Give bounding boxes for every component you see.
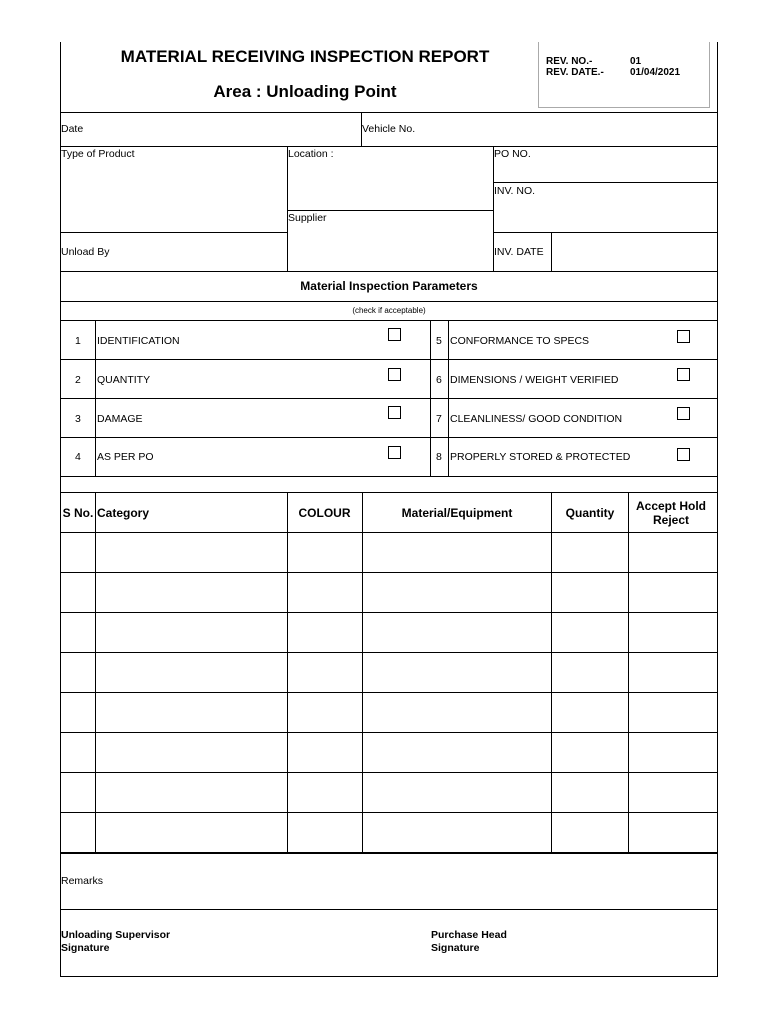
param-label-1: IDENTIFICATION: [97, 335, 180, 347]
col-header-accept-hold-reject: Accept Hold Reject: [635, 499, 706, 527]
param-checkbox-4[interactable]: [388, 446, 401, 459]
table-row[interactable]: [61, 733, 717, 772]
param-checkbox-1[interactable]: [388, 328, 401, 341]
purchase-head-signature-label: Signature: [431, 942, 480, 954]
inv-no-label: INV. NO.: [494, 185, 536, 197]
divider-table-top: [60, 492, 718, 493]
table-row[interactable]: [61, 533, 717, 572]
param-checkbox-2[interactable]: [388, 368, 401, 381]
rev-date-label: REV. DATE.-: [546, 67, 604, 78]
table-row[interactable]: [61, 653, 717, 692]
divider-location-left: [287, 146, 288, 271]
col-header-material: Material/Equipment: [401, 506, 513, 520]
parameters-title: Material Inspection Parameters: [300, 279, 478, 293]
param-checkbox-8[interactable]: [677, 448, 690, 461]
report-title: MATERIAL RECEIVING INSPECTION REPORT: [120, 47, 490, 66]
param-num-4: 4: [75, 451, 81, 463]
divider-unload: [60, 232, 287, 233]
col-header-quantity: Quantity: [565, 506, 615, 520]
date-label: Date: [61, 123, 84, 135]
param-num-3: 3: [75, 413, 81, 425]
divider-date-row: [60, 146, 718, 147]
inv-date-label: INV. DATE: [494, 246, 544, 258]
type-of-product-label: Type of Product: [61, 148, 135, 160]
param-num-8: 8: [436, 451, 442, 463]
col-header-colour: COLOUR: [298, 506, 351, 520]
divider-inv-date: [493, 232, 718, 233]
divider-param-row4: [60, 476, 718, 477]
param-label-8: PROPERLY STORED & PROTECTED: [450, 451, 631, 463]
supplier-label: Supplier: [288, 212, 327, 224]
table-row[interactable]: [61, 573, 717, 612]
outer-bottom-border: [60, 976, 718, 977]
table-row[interactable]: [61, 813, 717, 852]
divider-param-row2: [60, 398, 718, 399]
table-row[interactable]: [61, 613, 717, 652]
param-num-2: 2: [75, 374, 81, 386]
divider-param-row1: [60, 359, 718, 360]
param-label-2: QUANTITY: [97, 374, 151, 386]
table-bottom-line: [60, 852, 718, 854]
remarks-label: Remarks: [61, 875, 104, 887]
param-label-3: DAMAGE: [97, 413, 143, 425]
divider-supplier: [287, 210, 493, 211]
supervisor-label: Unloading Supervisor: [61, 929, 171, 941]
po-no-label: PO NO.: [494, 148, 531, 160]
rev-no-label: REV. NO.-: [546, 56, 593, 67]
divider-header: [60, 112, 718, 113]
divider-inv-date-value: [551, 232, 552, 271]
unload-by-label: Unload By: [61, 246, 110, 258]
param-checkbox-5[interactable]: [677, 330, 690, 343]
divider-params-subtitle: [60, 320, 718, 321]
vehicle-no-label: Vehicle No.: [362, 123, 416, 135]
divider-info-bottom: [60, 271, 718, 272]
param-label-5: CONFORMANCE TO SPECS: [450, 335, 590, 347]
param-label-7: CLEANLINESS/ GOOD CONDITION: [450, 413, 623, 425]
param-num-5: 5: [436, 335, 442, 347]
col-header-sno: S No.: [62, 506, 94, 520]
divider-param-row3: [60, 437, 718, 438]
divider-params-title: [60, 301, 718, 302]
divider-po: [493, 182, 718, 183]
param-checkbox-6[interactable]: [677, 368, 690, 381]
divider-remarks: [60, 909, 718, 910]
param-num-1: 1: [75, 335, 81, 347]
param-num-6: 6: [436, 374, 442, 386]
rev-date-value: 01/04/2021: [630, 67, 681, 78]
table-row[interactable]: [61, 693, 717, 732]
param-label-6: DIMENSIONS / WEIGHT VERIFIED: [450, 374, 619, 386]
area-title: Area : Unloading Point: [213, 82, 397, 101]
param-num-7: 7: [436, 413, 442, 425]
supervisor-signature-label: Signature: [61, 942, 110, 954]
location-label: Location :: [288, 148, 334, 160]
purchase-head-label: Purchase Head: [431, 929, 507, 941]
table-row[interactable]: [61, 773, 717, 812]
param-label-4: AS PER PO: [97, 451, 154, 463]
col-header-category: Category: [97, 506, 150, 520]
param-checkbox-7[interactable]: [677, 407, 690, 420]
rev-no-value: 01: [630, 56, 642, 67]
param-checkbox-3[interactable]: [388, 406, 401, 419]
parameters-subtitle: (check if acceptable): [352, 306, 426, 315]
